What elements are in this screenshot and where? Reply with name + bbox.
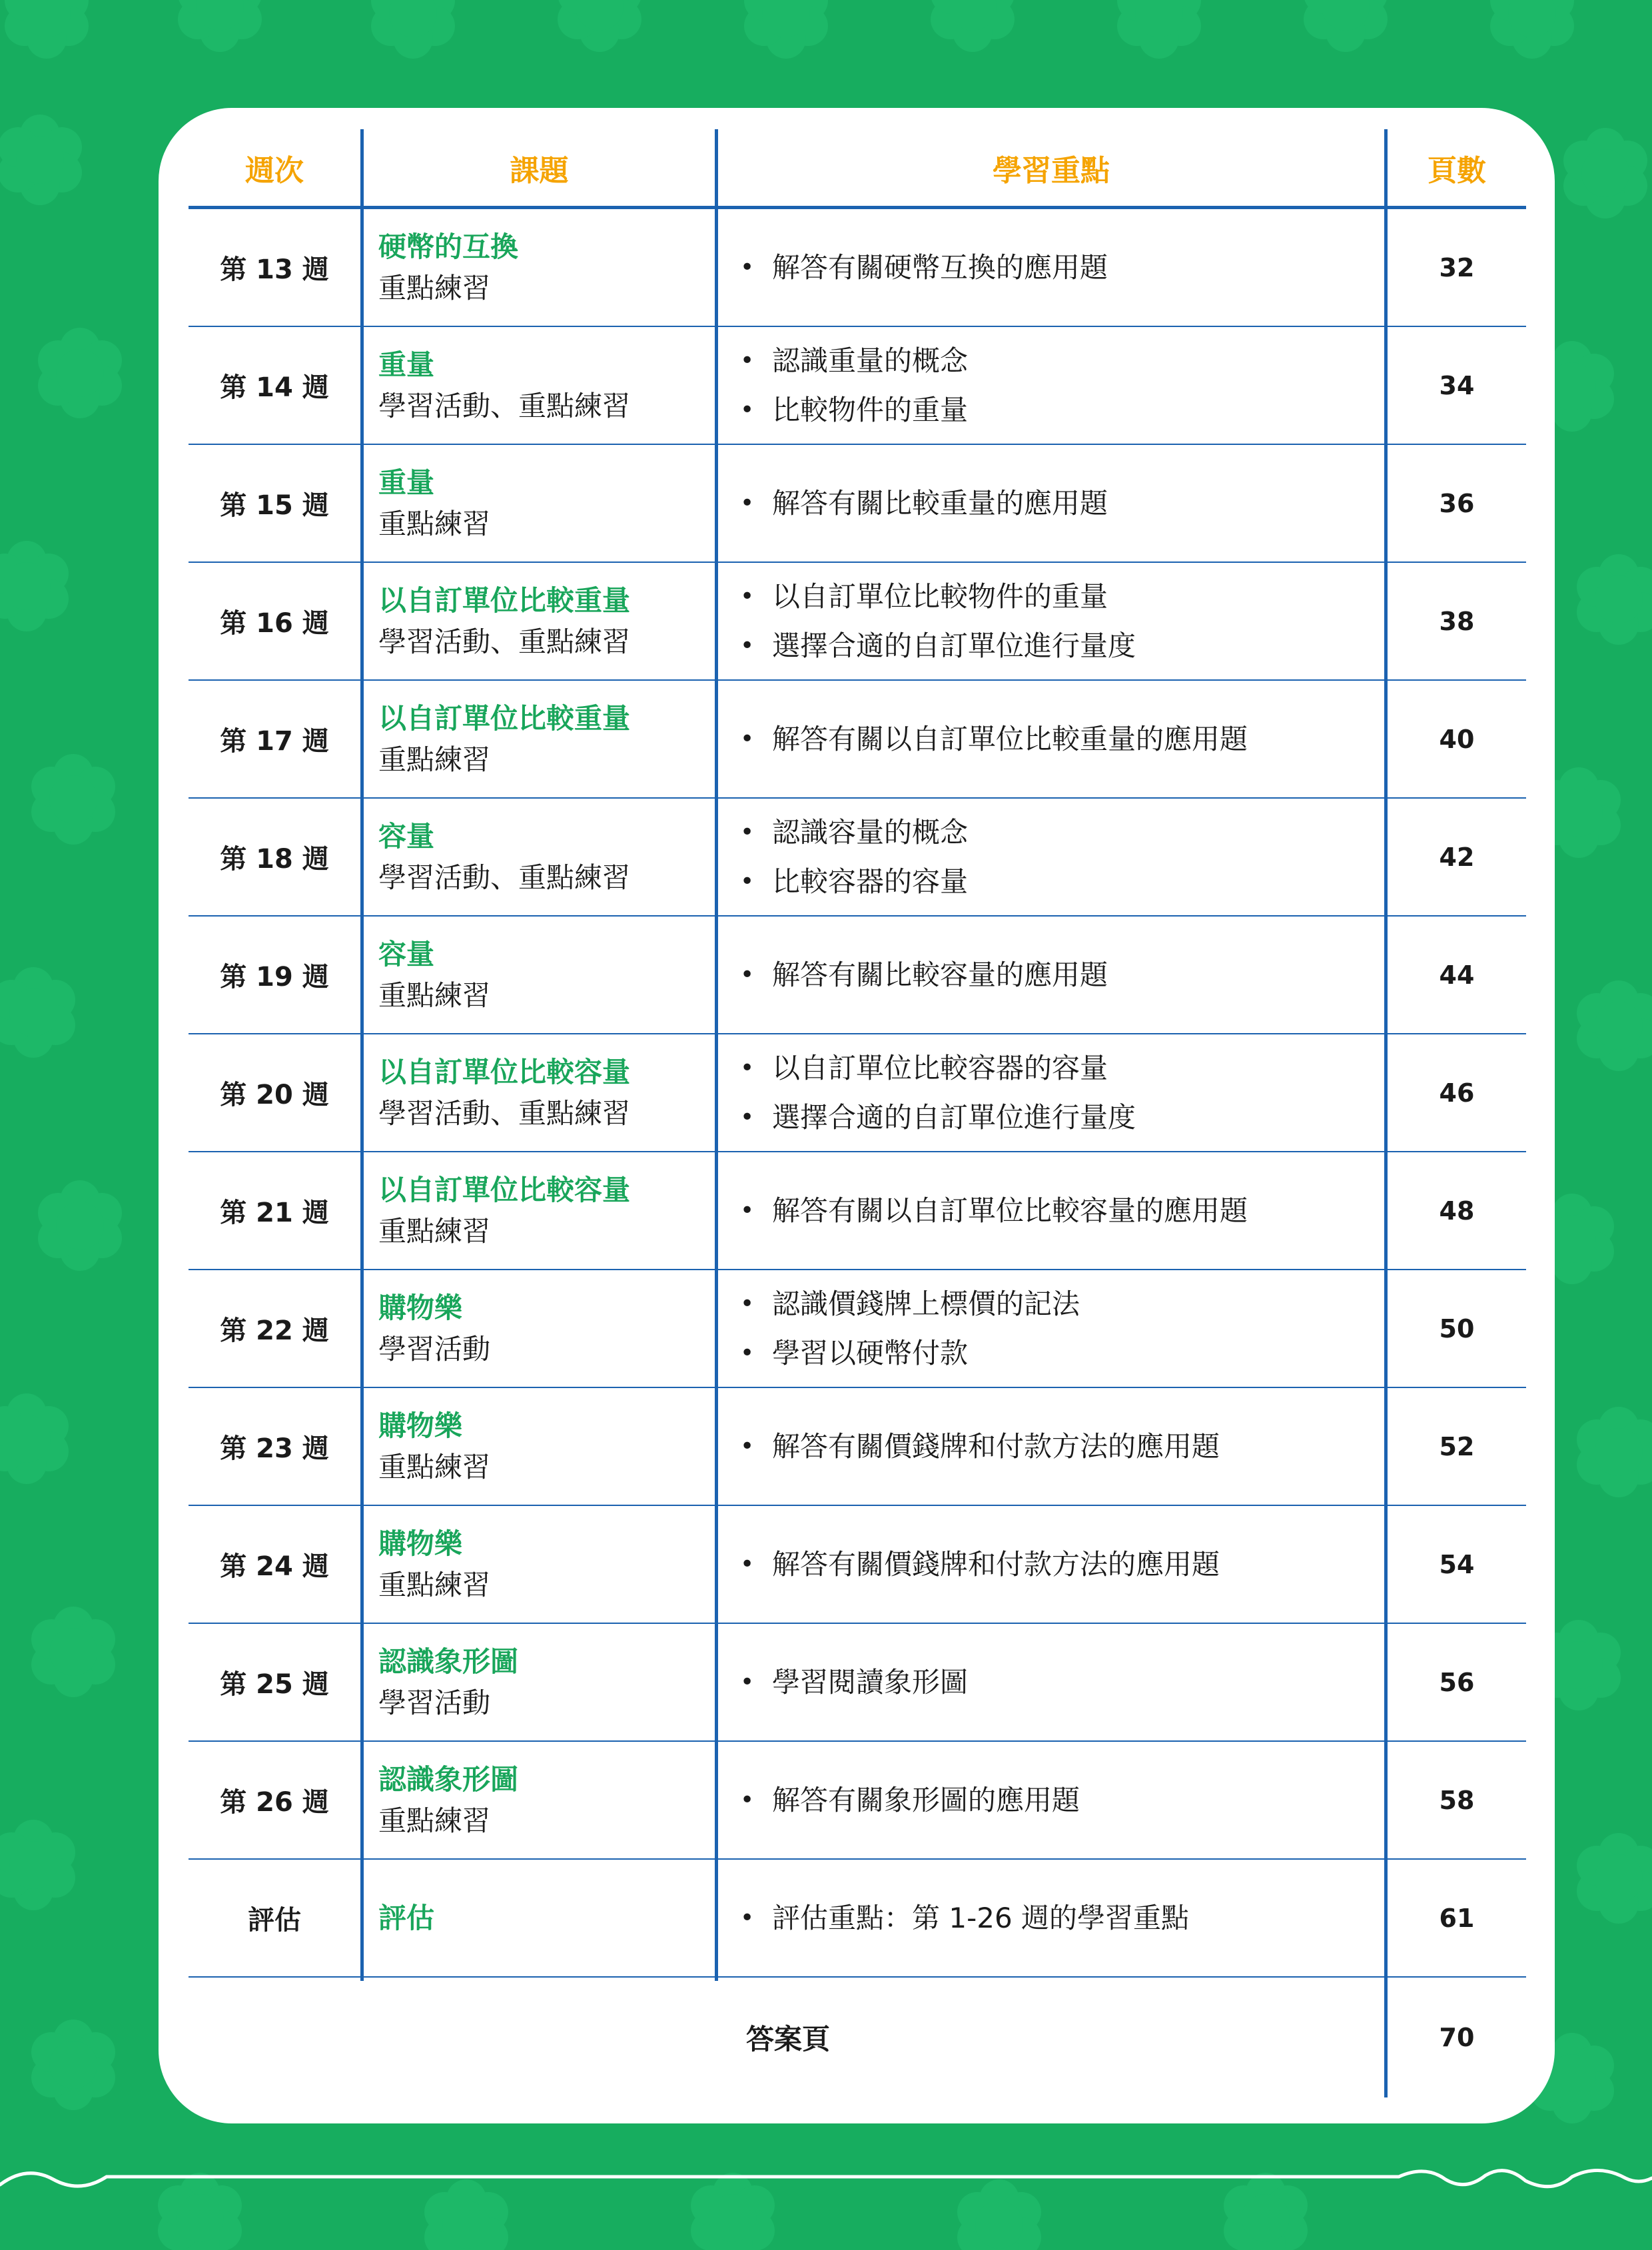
- header-week: 週次: [245, 153, 304, 188]
- topic-subtitle: 學習活動: [378, 1332, 491, 1365]
- topic-subtitle: 重點練習: [378, 1568, 491, 1601]
- focus-text: 學習閱讀象形圖: [772, 1665, 969, 1698]
- table-row: [189, 917, 1526, 1034]
- page-number: 44: [1439, 960, 1475, 990]
- topic-subtitle: 重點練習: [378, 743, 491, 776]
- focus-text: 比較容器的容量: [772, 865, 969, 898]
- focus-text: 解答有關價錢牌和付款方法的應用題: [772, 1547, 1220, 1581]
- table-row: [189, 563, 1526, 681]
- week-label: 第 19 週: [220, 962, 329, 992]
- bullet-icon: •: [740, 960, 755, 988]
- focus-text: 比較物件的重量: [772, 393, 969, 426]
- page-number: 34: [1439, 370, 1475, 400]
- topic-cell: [378, 1860, 715, 1976]
- topic-subtitle: 重點練習: [378, 1450, 491, 1483]
- table-row: [189, 1152, 1526, 1270]
- focus-text: 解答有關價錢牌和付款方法的應用題: [772, 1429, 1220, 1463]
- topic-title: 購物樂: [378, 1291, 463, 1324]
- column-divider: [1384, 129, 1388, 2097]
- header-page: 頁數: [1428, 153, 1486, 188]
- topic-title: 以自訂單位比較容量: [378, 1055, 631, 1088]
- topic-cell: [378, 799, 715, 915]
- page-number: 56: [1439, 1667, 1475, 1697]
- week-label: 第 25 週: [220, 1669, 329, 1700]
- page-number: 58: [1439, 1785, 1475, 1815]
- topic-cell: [378, 917, 715, 1033]
- table-row: [189, 1388, 1526, 1506]
- bullet-icon: •: [740, 725, 755, 753]
- bullet-icon: •: [740, 1290, 755, 1317]
- topic-subtitle: 學習活動、重點練習: [378, 1096, 631, 1130]
- table-row: [189, 327, 1526, 445]
- focus-text: 解答有關硬幣互換的應用題: [772, 250, 1108, 284]
- focus-text: 解答有關比較重量的應用題: [772, 486, 1108, 520]
- table-header: [189, 129, 1526, 209]
- page-number: 38: [1439, 606, 1475, 636]
- topic-cell: [378, 681, 715, 797]
- week-label: 第 20 週: [220, 1080, 329, 1110]
- topic-title: 以自訂單位比較重量: [378, 701, 631, 735]
- topic-title: 重量: [378, 466, 435, 499]
- table-row: [189, 1270, 1526, 1388]
- bullet-icon: •: [740, 1904, 755, 1932]
- topic-subtitle: 重點練習: [378, 1214, 491, 1248]
- focus-text: 解答有關比較容量的應用題: [772, 958, 1108, 991]
- week-label: 第 26 週: [220, 1787, 329, 1818]
- page-number: 42: [1439, 842, 1475, 872]
- week-label: 第 21 週: [220, 1198, 329, 1228]
- header-focus: 學習重點: [993, 153, 1110, 188]
- week-label: 第 17 週: [220, 726, 329, 757]
- page-number: 50: [1439, 1313, 1475, 1343]
- week-label: 第 24 週: [220, 1551, 329, 1582]
- table-row: [189, 209, 1526, 327]
- topic-subtitle: 重點練習: [378, 1804, 491, 1837]
- answer-label: 答案頁: [745, 2023, 830, 2056]
- topic-cell: [378, 209, 715, 326]
- week-label: 評估: [248, 1905, 301, 1936]
- topic-cell: [378, 1742, 715, 1858]
- topic-title: 認識象形圖: [378, 1645, 519, 1678]
- topic-subtitle: 學習活動: [378, 1686, 491, 1719]
- topic-subtitle: 重點練習: [378, 507, 491, 540]
- week-label: 第 14 週: [220, 372, 329, 403]
- topic-cell: [378, 445, 715, 562]
- topic-subtitle: 重點練習: [378, 978, 491, 1012]
- bullet-icon: •: [740, 582, 755, 610]
- focus-text: 以自訂單位比較容器的容量: [772, 1051, 1108, 1084]
- focus-text: 學習以硬幣付款: [772, 1336, 969, 1369]
- week-label: 第 13 週: [220, 254, 329, 285]
- bullet-icon: •: [740, 1196, 755, 1224]
- answer-page-number: 70: [1439, 2023, 1475, 2052]
- week-label: 第 23 週: [220, 1433, 329, 1464]
- focus-text: 以自訂單位比較物件的重量: [772, 579, 1108, 613]
- answer-row: [189, 1981, 1526, 2094]
- bullet-icon: •: [740, 1550, 755, 1578]
- topic-cell: [378, 1270, 715, 1387]
- page-number: 36: [1439, 488, 1475, 518]
- table-row: [189, 1742, 1526, 1860]
- page-number: 40: [1439, 724, 1475, 754]
- topic-cell: [378, 1388, 715, 1505]
- topic-title: 以自訂單位比較容量: [378, 1173, 631, 1206]
- column-divider: [715, 129, 718, 1981]
- page-number: 61: [1439, 1903, 1475, 1933]
- focus-text: 認識價錢牌上標價的記法: [772, 1287, 1080, 1320]
- topic-title: 容量: [378, 937, 435, 970]
- decorative-squiggle-line: [0, 2158, 1652, 2198]
- topic-cell: [378, 1506, 715, 1623]
- bullet-icon: •: [740, 1103, 755, 1131]
- topic-subtitle: 學習活動、重點練習: [378, 389, 631, 422]
- bullet-icon: •: [740, 818, 755, 846]
- page-number: 52: [1439, 1431, 1475, 1461]
- table-row: [189, 1506, 1526, 1624]
- topic-title: 重量: [378, 348, 435, 381]
- bullet-icon: •: [740, 1432, 755, 1460]
- header-topic: 課題: [510, 153, 569, 188]
- focus-text: 評估重點：第 1-26 週的學習重點: [772, 1901, 1190, 1934]
- table-row: [189, 799, 1526, 917]
- column-divider: [360, 129, 364, 1981]
- bullet-icon: •: [740, 631, 755, 659]
- page-number: 54: [1439, 1549, 1475, 1579]
- bullet-icon: •: [740, 253, 755, 281]
- table-row: [189, 445, 1526, 563]
- bullet-icon: •: [740, 396, 755, 424]
- page-number: 48: [1439, 1196, 1475, 1226]
- focus-text: 解答有關以自訂單位比較容量的應用題: [772, 1194, 1248, 1227]
- topic-subtitle: 學習活動、重點練習: [378, 625, 631, 658]
- topic-cell: [378, 327, 715, 444]
- page-number: 32: [1439, 252, 1475, 282]
- bullet-icon: •: [740, 867, 755, 895]
- topic-title: 評估: [378, 1901, 435, 1934]
- focus-text: 解答有關象形圖的應用題: [772, 1783, 1080, 1816]
- table-row: [189, 1860, 1526, 1978]
- bullet-icon: •: [740, 1786, 755, 1814]
- table-row: [189, 1624, 1526, 1742]
- focus-text: 解答有關以自訂單位比較重量的應用題: [772, 722, 1248, 755]
- topic-cell: [378, 563, 715, 679]
- table-row: [189, 681, 1526, 799]
- topic-title: 認識象形圖: [378, 1762, 519, 1796]
- topic-title: 購物樂: [378, 1527, 463, 1560]
- week-label: 第 18 週: [220, 844, 329, 875]
- topic-subtitle: 學習活動、重點練習: [378, 861, 631, 894]
- topic-title: 硬幣的互換: [378, 230, 519, 263]
- topic-cell: [378, 1034, 715, 1151]
- bullet-icon: •: [740, 1054, 755, 1082]
- week-label: 第 16 週: [220, 608, 329, 639]
- topic-title: 購物樂: [378, 1409, 463, 1442]
- focus-text: 認識重量的概念: [772, 344, 969, 377]
- topic-title: 以自訂單位比較重量: [378, 583, 631, 617]
- topic-cell: [378, 1624, 715, 1740]
- bullet-icon: •: [740, 1668, 755, 1696]
- topic-title: 容量: [378, 819, 435, 853]
- topic-subtitle: 重點練習: [378, 271, 491, 304]
- bullet-icon: •: [740, 346, 755, 374]
- bullet-icon: •: [740, 1339, 755, 1367]
- week-label: 第 15 週: [220, 490, 329, 521]
- focus-text: 選擇合適的自訂單位進行量度: [772, 1100, 1136, 1134]
- focus-text: 認識容量的概念: [772, 815, 969, 849]
- bullet-icon: •: [740, 489, 755, 517]
- week-label: 第 22 週: [220, 1315, 329, 1346]
- focus-text: 選擇合適的自訂單位進行量度: [772, 629, 1136, 662]
- table-row: [189, 1034, 1526, 1152]
- topic-cell: [378, 1152, 715, 1269]
- page-number: 46: [1439, 1078, 1475, 1108]
